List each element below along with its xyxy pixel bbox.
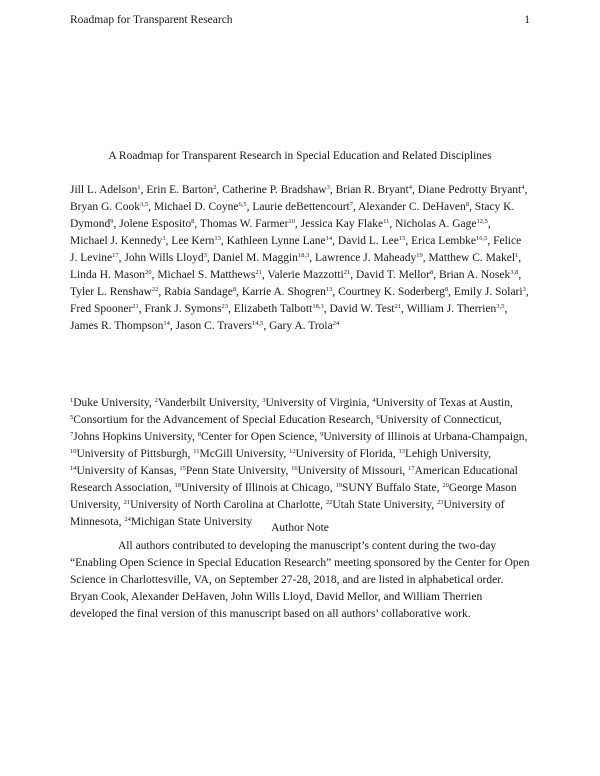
author-affiliation-marker: 3 bbox=[162, 235, 166, 242]
affiliation bbox=[326, 499, 431, 511]
affiliation-name: McGill University bbox=[199, 448, 284, 460]
paper-title: A Roadmap for Transparent Research in Special Education and Related Disciplines bbox=[108, 150, 492, 162]
affiliation-marker: 3 bbox=[262, 397, 266, 404]
author bbox=[154, 201, 247, 213]
affiliation-name: University of Pittsburgh bbox=[76, 448, 188, 460]
author-affiliation-marker: 3,8 bbox=[510, 269, 519, 276]
affiliation bbox=[70, 448, 187, 460]
affiliation-name: Utah State University bbox=[332, 499, 432, 511]
author-name: Daniel M. Maggin bbox=[212, 252, 298, 264]
author-name: William J. Therrien bbox=[406, 303, 497, 315]
author-name: James R. Thompson bbox=[70, 320, 164, 332]
author bbox=[338, 235, 406, 247]
affiliation-marker: 1 bbox=[70, 397, 74, 404]
author bbox=[146, 184, 216, 196]
page-number: 1 bbox=[524, 14, 530, 26]
affiliation-name: University of Illinois at Urbana-Champaign bbox=[323, 431, 525, 443]
author-affiliation-marker: 4 bbox=[408, 184, 413, 191]
affiliation-marker: 8 bbox=[197, 431, 201, 438]
author-affiliation-marker: 8 bbox=[465, 201, 469, 208]
affiliation-name: University of Texas at Austin bbox=[375, 397, 510, 409]
author-affiliation-marker: 3,5 bbox=[496, 303, 505, 310]
author-affiliation-marker: 15 bbox=[398, 235, 406, 242]
author bbox=[227, 235, 333, 247]
author-affiliation-marker: 21 bbox=[255, 269, 262, 276]
author-affiliation-marker: 2 bbox=[213, 184, 217, 191]
affiliation-name: Center for Open Science bbox=[200, 431, 315, 443]
author-affiliation-marker: 4 bbox=[521, 184, 525, 191]
author bbox=[439, 269, 518, 281]
affiliation bbox=[70, 465, 174, 477]
affiliation-marker: 14 bbox=[70, 465, 77, 472]
affiliation bbox=[291, 465, 402, 477]
author bbox=[338, 286, 448, 298]
affiliation bbox=[262, 397, 366, 409]
author-affiliation-marker: 8 bbox=[232, 286, 237, 293]
author bbox=[70, 184, 141, 196]
author-name: Gary A. Troia bbox=[269, 320, 333, 332]
affiliation-marker: 18 bbox=[174, 482, 181, 489]
affiliation-marker: 13 bbox=[398, 448, 405, 455]
author-name: Karrie A. Shogren bbox=[241, 286, 326, 298]
author-affiliation-marker: 14 bbox=[325, 235, 333, 242]
affiliation-marker: 2 bbox=[154, 397, 158, 404]
author bbox=[242, 286, 333, 298]
author-name: Brian R. Bryant bbox=[335, 184, 409, 196]
author bbox=[213, 252, 310, 264]
author-name: David L. Lee bbox=[337, 235, 399, 247]
author-name: Laurie deBettencourt bbox=[252, 201, 350, 213]
affiliation bbox=[372, 397, 510, 409]
affiliation-name: Johns Hopkins University bbox=[73, 431, 192, 443]
author-affiliation-marker: 7 bbox=[349, 201, 353, 208]
author-name: Fred Spooner bbox=[70, 303, 133, 315]
author bbox=[234, 303, 324, 315]
affiliation bbox=[320, 431, 524, 443]
author-affiliation-marker: 22 bbox=[151, 286, 159, 293]
affiliation bbox=[289, 448, 393, 460]
author bbox=[329, 303, 401, 315]
author bbox=[358, 201, 469, 213]
affiliation-marker: 24 bbox=[124, 516, 131, 523]
affiliation-name: University of North Carolina at Charlotte bbox=[130, 499, 321, 511]
author-name: Erin E. Barton bbox=[146, 184, 214, 196]
affiliation-marker: 21 bbox=[123, 499, 131, 506]
author-affiliation-marker: 16,5 bbox=[475, 235, 488, 242]
author-affiliation-marker: 13 bbox=[214, 235, 221, 242]
author-note-heading: Author Note bbox=[271, 522, 329, 534]
affiliation-name: George Mason University bbox=[70, 482, 517, 511]
author bbox=[70, 320, 170, 332]
author-affiliation-marker: 21 bbox=[394, 303, 402, 310]
affiliation bbox=[179, 465, 285, 477]
affiliation-name: Vanderbilt University bbox=[157, 397, 257, 409]
author-affiliation-marker: 3,5 bbox=[139, 201, 149, 208]
author-name: Nicholas A. Gage bbox=[395, 218, 477, 230]
author-name: Alexander C. DeHaven bbox=[358, 201, 466, 213]
author-affiliation-marker: 24 bbox=[332, 320, 340, 327]
author bbox=[157, 269, 262, 281]
author-name: David W. Test bbox=[329, 303, 395, 315]
author bbox=[222, 184, 330, 196]
affiliation bbox=[193, 448, 283, 460]
author bbox=[252, 201, 353, 213]
author-name: Linda H. Mason bbox=[70, 269, 146, 281]
author-name: Thomas W. Farmer bbox=[199, 218, 289, 230]
affiliation bbox=[70, 397, 149, 409]
author bbox=[200, 218, 295, 230]
author-affiliation-marker: 9 bbox=[110, 218, 114, 225]
author bbox=[145, 303, 229, 315]
affiliation-marker: 19 bbox=[335, 482, 343, 489]
affiliation bbox=[399, 448, 489, 460]
affiliation bbox=[124, 499, 321, 511]
author-affiliation-marker: 12,5 bbox=[476, 218, 488, 225]
author-name: Bryan G. Cook bbox=[70, 201, 140, 213]
affiliation-name: University of Connecticut bbox=[379, 414, 500, 426]
author bbox=[269, 320, 339, 332]
affiliation-marker: 11 bbox=[193, 448, 200, 455]
author-affiliation-marker: 1 bbox=[515, 252, 519, 259]
author bbox=[395, 218, 488, 230]
author-affiliation-marker: 13 bbox=[325, 286, 333, 293]
author-affiliation-marker: 3 bbox=[203, 252, 207, 259]
affiliation-name: Michigan State University bbox=[130, 516, 253, 528]
affiliation bbox=[174, 482, 329, 494]
author bbox=[356, 269, 433, 281]
affiliation-marker: 16 bbox=[291, 465, 298, 472]
affiliation-marker: 5 bbox=[70, 414, 74, 421]
author-name: Felice J. Levine bbox=[70, 235, 522, 264]
author bbox=[70, 235, 166, 247]
affiliation bbox=[336, 482, 437, 494]
author bbox=[70, 303, 139, 315]
affiliation-name: Consortium for the Advancement of Special Education Research bbox=[73, 414, 371, 426]
author-affiliation-marker: 8 bbox=[429, 269, 434, 276]
author bbox=[411, 235, 487, 247]
affiliation bbox=[155, 397, 257, 409]
author bbox=[428, 252, 518, 264]
affiliation-name: University of Virginia bbox=[265, 397, 367, 409]
affiliation-marker: 12 bbox=[289, 448, 296, 455]
author-affiliation-marker: 14 bbox=[163, 320, 170, 327]
author-name: Matthew C. Makel bbox=[428, 252, 516, 264]
author-name: Jolene Esposito bbox=[119, 218, 192, 230]
author-name: Erica Lembke bbox=[411, 235, 476, 247]
author bbox=[418, 184, 525, 196]
author-name: Stacy K. Dymond bbox=[70, 201, 515, 230]
author-affiliation-marker: 21 bbox=[343, 269, 351, 276]
affiliation-marker: 7 bbox=[70, 431, 74, 438]
affiliation-name: American Educational Research Association bbox=[70, 465, 518, 494]
author-affiliation-marker: 1 bbox=[137, 184, 141, 191]
affiliation-marker: 17 bbox=[408, 465, 415, 472]
affiliation-marker: 4 bbox=[372, 397, 376, 404]
author-name: Lee Kern bbox=[171, 235, 215, 247]
affiliation-marker: 10 bbox=[70, 448, 77, 455]
affiliation-marker: 6 bbox=[376, 414, 380, 421]
author bbox=[454, 286, 526, 298]
author-affiliation-marker: 18,3 bbox=[312, 303, 324, 310]
author-affiliation-marker: 11 bbox=[383, 218, 390, 225]
author-name: Brian A. Nosek bbox=[438, 269, 511, 281]
author bbox=[119, 218, 194, 230]
author-name: Elizabeth Talbott bbox=[233, 303, 313, 315]
affiliation-marker: 20 bbox=[442, 482, 449, 489]
author-name: Catherine P. Bradshaw bbox=[222, 184, 327, 196]
author-name: John Wills Lloyd bbox=[124, 252, 204, 264]
author-name: David T. Mellor bbox=[355, 269, 430, 281]
affiliation-name: University of Illinois at Chicago bbox=[180, 482, 330, 494]
author-name: Michael S. Matthews bbox=[157, 269, 256, 281]
affiliation-name: SUNY Buffalo State bbox=[342, 482, 437, 494]
author-name: Kathleen Lynne Lane bbox=[226, 235, 326, 247]
author-name: Valerie Mazzotti bbox=[267, 269, 344, 281]
author-name: Michael J. Kennedy bbox=[70, 235, 163, 247]
running-header bbox=[70, 14, 530, 30]
affiliation bbox=[198, 431, 315, 443]
author-list: Jill L. Adelson$^1$, Erin E. Barton$^2$, Catherine P. Bradshaw$^3$, Brian R. Bryant$^4$, Diane Pedrotty Bryant$^4$, Bryan G. Cook$^{3,5}$, Michael D. Coyne$^{6,5}$, Laurie deBettencourt$^7$, Alexander C. DeHaven$^8$, Stacy K. Dymond$^9$, Jolene Esposito$^8$, Thomas W. Farmer$^{10}$, Jessica Kay Flake$^{11}$, Nicholas A. Gage$^{12,5}$, Michael J. Kennedy$^3$, Lee Kern$^{13}$, Kathleen Lynne Lane$^{14}$, David L. Lee$^{15}$, Erica Lembke$^{16,5}$, Felice J. Levine$^{17}$, John Wills Lloyd$^3$, Daniel M. Maggin$^{18,3}$, Lawrence J. Maheady$^{19}$, Matthew C. Makel$^1$, Linda H. Mason$^{20}$, Michael S. Matthews$^{21}$, Valerie Mazzotti$^{21}$, David T. Mellor$^8$, Brian A. Nosek$^{3,8}$, Tyler L. Renshaw$^{22}$, Rabia Sandage$^8$, Karrie A. Shogren$^{13}$, Courtney K. Soderberg$^8$, Emily J. Solari$^3$, Fred Spooner$^{21}$, Frank J. Symons$^{23}$, Elizabeth Talbott$^{18,3}$, David W. Test$^{21}$, William J. Therrien$^{3,5}$, James R. Thompson$^{14}$, Jason C. Travers$^{14,5}$, Gary A. Troia$^{24}$ bbox=[70, 184, 529, 332]
author bbox=[70, 201, 148, 213]
author-affiliation-marker: 8 bbox=[191, 218, 195, 225]
author bbox=[70, 269, 152, 281]
affiliation bbox=[70, 414, 371, 426]
affiliation bbox=[376, 414, 499, 426]
author-name: Emily J. Solari bbox=[453, 286, 523, 298]
affiliation-marker: 22 bbox=[325, 499, 333, 506]
author-affiliation-marker: 14,5 bbox=[252, 320, 264, 327]
author-affiliation-marker: 20 bbox=[145, 269, 152, 276]
author-name: Michael D. Coyne bbox=[153, 201, 239, 213]
author-note-body: All authors contributed to developing the manuscript’s content during the two-day “Enabling Open Science in Special Education Research” meeting sponsored by the Center for Open Science in Charlottesville, VA, on September 27-28, 2018, and are listed in alphabetical order. Bryan Cook, Alexander DeHaven, John Wills Lloyd, David Mellor, and William Therrien developed the final version of this manuscript based on all authors’ collaborative work. bbox=[70, 540, 530, 620]
author-name: Courtney K. Soderberg bbox=[338, 286, 445, 298]
author-affiliation-marker: 19 bbox=[416, 252, 423, 259]
author-name: Jill L. Adelson bbox=[70, 184, 138, 196]
author-affiliation-marker: 3 bbox=[522, 286, 526, 293]
affiliation bbox=[70, 431, 192, 443]
author-name: Jessica Kay Flake bbox=[300, 218, 384, 230]
affiliation-name: University of Florida bbox=[295, 448, 393, 460]
author bbox=[171, 235, 221, 247]
affiliation-name: Duke University bbox=[73, 397, 149, 409]
affiliation-list: $^1$Duke University, $^2$Vanderbilt University, $^3$University of Virginia, $^4$University of Texas at Austin, $^5$Consortium for the Advancement of Special Education Research, $^6$University of Connecticut, $^7$Johns Hopkins University, $^8$Center for Open Science, $^9$University of Illinois at Urbana-Champaign, $^{10}$University of Pittsburgh, $^{11}$McGill University, $^{12}$University of Florida, $^{13}$Lehigh University, $^{14}$University of Kansas, $^{15}$Penn State University, $^{16}$University of Missouri, $^{17}$American Educational Research Association, $^{18}$University of Illinois at Chicago, $^{19}$SUNY Buffalo State, $^{20}$George Mason University, $^{21}$University of North Carolina at Charlotte, $^{22}$Utah State University, $^{23}$University of Minnesota, $^{24}$Michigan State University bbox=[70, 397, 528, 528]
author-name: Diane Pedrotty Bryant bbox=[417, 184, 522, 196]
author-affiliation-marker: 17 bbox=[112, 252, 119, 259]
affiliation-marker: 9 bbox=[320, 431, 324, 438]
author-name: Jason C. Travers bbox=[175, 320, 252, 332]
author bbox=[124, 252, 206, 264]
author bbox=[315, 252, 423, 264]
author bbox=[336, 184, 412, 196]
author bbox=[70, 286, 158, 298]
author-affiliation-marker: 8 bbox=[444, 286, 449, 293]
affiliation-name: University of Kansas bbox=[76, 465, 174, 477]
affiliation-marker: 15 bbox=[179, 465, 186, 472]
author bbox=[176, 320, 264, 332]
affiliation-name: Penn State University bbox=[185, 465, 286, 477]
author bbox=[301, 218, 390, 230]
author-name: Lawrence J. Maheady bbox=[315, 252, 417, 264]
author-affiliation-marker: 3 bbox=[326, 184, 330, 191]
author-affiliation-marker: 21 bbox=[132, 303, 139, 310]
affiliation-name: Lehigh University bbox=[405, 448, 489, 460]
author-affiliation-marker: 10 bbox=[288, 218, 295, 225]
author-affiliation-marker: 6,5 bbox=[238, 201, 247, 208]
author-name: Tyler L. Renshaw bbox=[70, 286, 152, 298]
affiliation-marker: 23 bbox=[437, 499, 444, 506]
affiliation-name: University of Minnesota bbox=[70, 499, 505, 528]
running-title: Roadmap for Transparent Research bbox=[70, 14, 233, 26]
author-affiliation-marker: 18,3 bbox=[297, 252, 310, 259]
author bbox=[407, 303, 505, 315]
author-name: Rabia Sandage bbox=[164, 286, 233, 298]
author-name: Frank J. Symons bbox=[144, 303, 222, 315]
author-affiliation-marker: 23 bbox=[221, 303, 229, 310]
author bbox=[164, 286, 236, 298]
affiliation-name: University of Missouri bbox=[297, 465, 403, 477]
author bbox=[267, 269, 350, 281]
